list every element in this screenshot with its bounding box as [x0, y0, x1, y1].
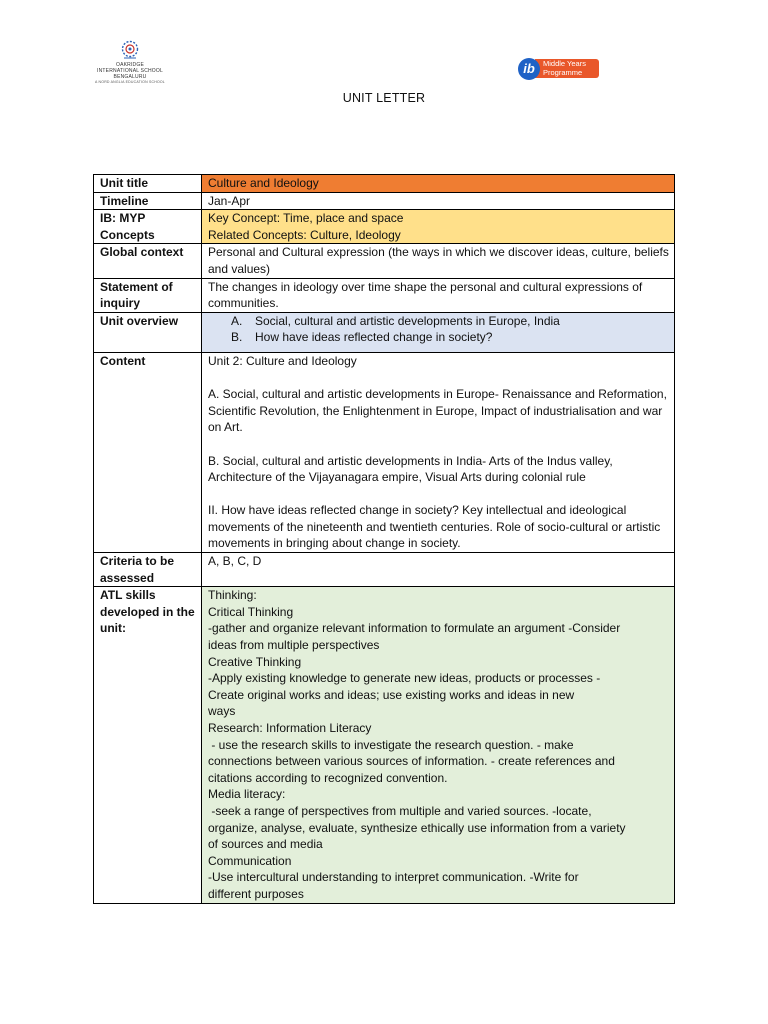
- row-atl: [94, 587, 675, 903]
- myp-label: [535, 59, 599, 78]
- global-context-label: Global context: [94, 244, 202, 278]
- atl-line: organize, analyse, evaluate, synthesize ethically use information from a variety: [208, 820, 626, 835]
- school-name-line2: INTERNATIONAL SCHOOL: [97, 68, 163, 74]
- row-concepts: [94, 210, 675, 244]
- school-tagline: A NORD ANGLIA EDUCATION SCHOOL: [95, 80, 165, 84]
- atl-line: Communication: [208, 853, 292, 868]
- row-timeline: [94, 192, 675, 210]
- ib-myp-logo: [518, 58, 602, 80]
- school-name-line1: OAKRIDGE: [116, 62, 144, 68]
- row-unit-title: [94, 175, 675, 193]
- overview-value: [202, 312, 675, 352]
- atl-line: citations according to recognized convention.: [208, 770, 448, 785]
- timeline-label: Timeline: [94, 192, 202, 210]
- atl-line: Thinking:: [208, 588, 257, 603]
- myp-line1: Middle Years: [543, 59, 586, 68]
- oakridge-emblem-icon: [120, 40, 140, 62]
- unit-title-value: Culture and Ideology: [202, 175, 675, 193]
- content-para-b: B. Social, cultural and artistic developments in India- Arts of the Indus valley, Architecture of the Vijayanagara empire, Visual Arts during colonial rule: [208, 453, 616, 485]
- atl-line: of sources and media: [208, 837, 323, 852]
- criteria-value: A, B, C, D: [202, 553, 675, 587]
- atl-line: different purposes: [208, 886, 304, 901]
- content-para-a: A. Social, cultural and artistic developments in Europe- Renaissance and Reformation, Scientific Revolution, the Enlightenment in Europe, Impact of industrialisation and war on Art.: [208, 387, 671, 435]
- content-label: Content: [94, 352, 202, 552]
- school-city: BENGALURU: [113, 74, 147, 80]
- concepts-label: IB: MYP Concepts: [94, 210, 202, 244]
- statement-value: The changes in ideology over time shape the personal and cultural expressions of communities.: [202, 278, 675, 312]
- atl-line: Media literacy:: [208, 787, 286, 802]
- atl-line: Creative Thinking: [208, 654, 302, 669]
- atl-line: -gather and organize relevant information to formulate an argument -Consider: [208, 621, 621, 636]
- unit-title-label: Unit title: [94, 175, 202, 193]
- atl-line: connections between various sources of information. - create references and: [208, 754, 615, 769]
- atl-line: ideas from multiple perspectives: [208, 638, 380, 653]
- overview-item: A. Social, cultural and artistic developments in Europe, India: [249, 313, 670, 330]
- unit-table: [93, 174, 675, 904]
- concepts-value: [202, 210, 675, 244]
- timeline-value: Jan-Apr: [202, 192, 675, 210]
- overview-label: Unit overview: [94, 312, 202, 352]
- row-content: [94, 352, 675, 552]
- school-logo: [88, 40, 172, 90]
- row-criteria: [94, 553, 675, 587]
- criteria-label: Criteria to be assessed: [94, 553, 202, 587]
- overview-list: [208, 313, 670, 346]
- atl-value: [202, 587, 675, 903]
- ib-icon: ib: [518, 58, 540, 80]
- global-context-value: Personal and Cultural expression (the ways in which we discover ideas, culture, beliefs and values): [202, 244, 675, 278]
- content-heading: Unit 2: Culture and Ideology: [208, 353, 357, 368]
- related-concepts: Related Concepts: Culture, Ideology: [208, 227, 401, 242]
- atl-line: ways: [208, 704, 236, 719]
- atl-label: ATL skills developed in the unit:: [94, 587, 202, 903]
- row-overview: [94, 312, 675, 352]
- atl-line: Critical Thinking: [208, 604, 294, 619]
- overview-item: B. How have ideas reflected change in society?: [249, 329, 670, 346]
- content-value: [202, 352, 675, 552]
- page-title: UNIT LETTER: [342, 91, 426, 105]
- key-concept: Key Concept: Time, place and space: [208, 211, 404, 226]
- atl-line: -Apply existing knowledge to generate new ideas, products or processes -: [208, 671, 601, 686]
- atl-line: - use the research skills to investigate the research question. - make: [208, 737, 574, 752]
- atl-line: Create original works and ideas; use existing works and ideas in new: [208, 687, 575, 702]
- row-statement: [94, 278, 675, 312]
- atl-line: -seek a range of perspectives from multiple and varied sources. -locate,: [208, 803, 592, 818]
- atl-line: -Use intercultural understanding to interpret communication. -Write for: [208, 870, 579, 885]
- atl-line: Research: Information Literacy: [208, 721, 372, 735]
- row-global-context: [94, 244, 675, 278]
- content-para-ii: II. How have ideas reflected change in society? Key intellectual and ideological movements of the nineteenth and twentieth centuries. Role of socio-cultural or artistic movements in bringing about change in society.: [208, 503, 664, 551]
- statement-label: Statement of inquiry: [94, 278, 202, 312]
- myp-line2: Programme: [543, 68, 583, 77]
